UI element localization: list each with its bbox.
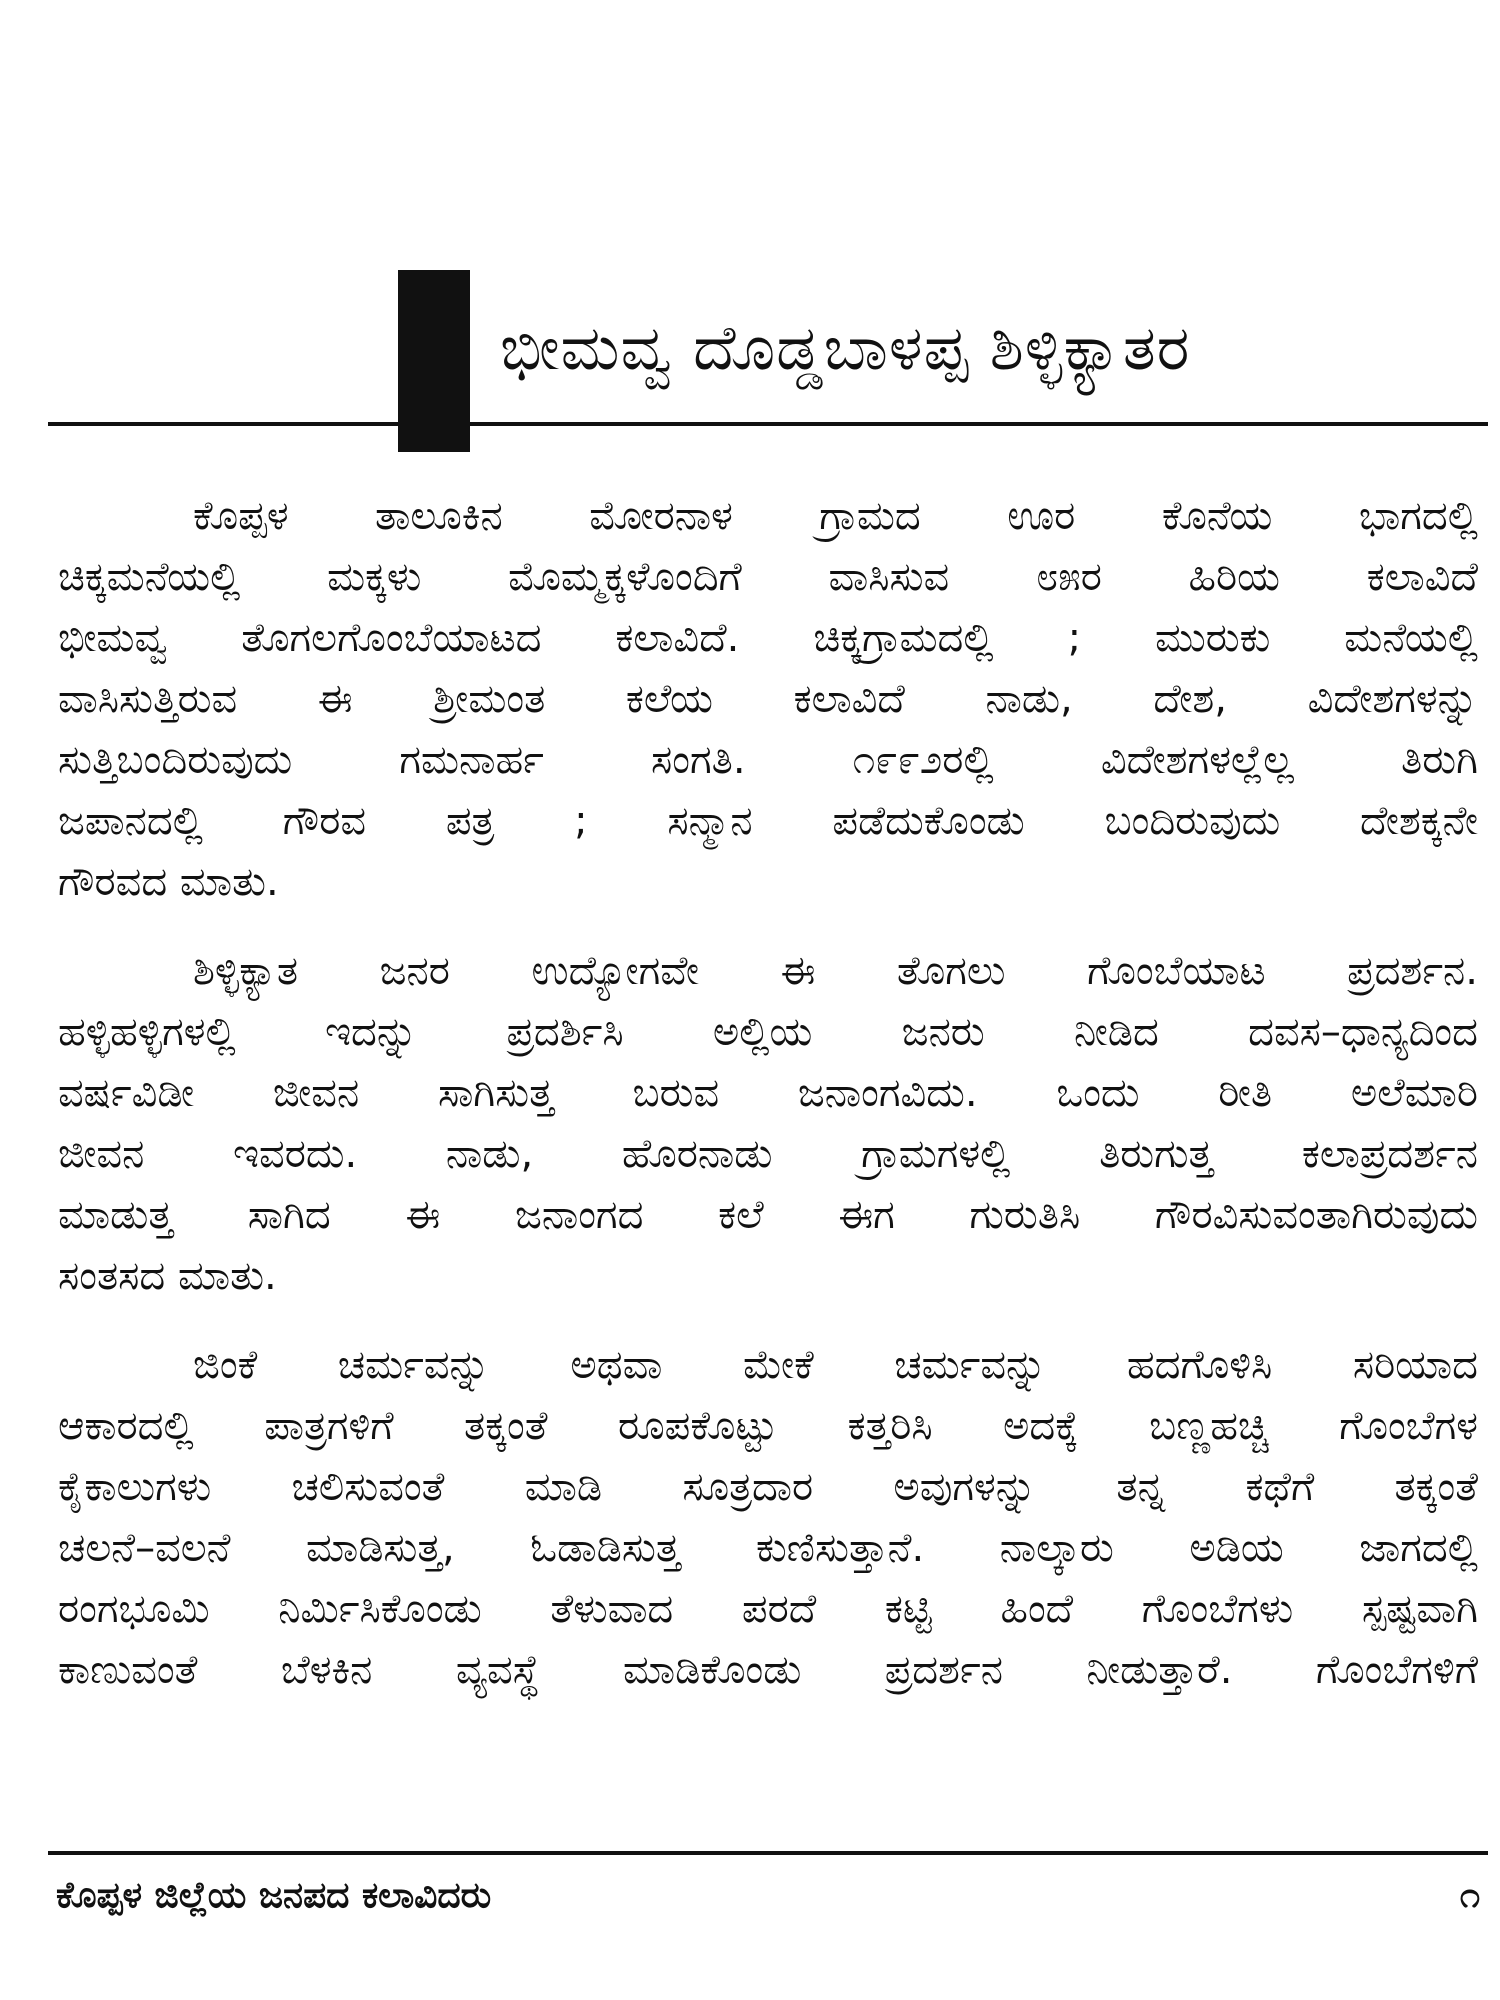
body-text: [58, 486, 1478, 1729]
text-line: ಕೈಕಾಲುಗಳು ಚಲಿಸುವಂತೆ ಮಾಡಿ ಸೂತ್ರದಾರ ಅವುಗಳನ್ನು ತನ್ನ ಕಥೆಗೆ ತಕ್ಕಂತೆ: [58, 1464, 1478, 1510]
text-line: ಹಳ್ಳಿಹಳ್ಳಿಗಳಲ್ಲಿ ಇದನ್ನು ಪ್ರದರ್ಶಿಸಿ ಅಲ್ಲಿಯ ಜನರು ನೀಡಿದ ದವಸ–ಧಾನ್ಯದಿಂದ: [58, 1009, 1478, 1055]
text-line: ಗೌರವದ ಮಾತು.: [58, 859, 279, 905]
paragraph-1: [58, 486, 1478, 913]
text-line: ಶಿಳ್ಳಿಕ್ಯಾತ ಜನರ ಉದ್ಯೋಗವೇ ಈ ತೊಗಲು ಗೊಂಬೆಯಾಟ ಪ್ರದರ್ಶನ.: [193, 948, 1478, 994]
text-line: ಜಿಂಕೆ ಚರ್ಮವನ್ನು ಅಥವಾ ಮೇಕೆ ಚರ್ಮವನ್ನು ಹದಗೊಳಿಸಿ ಸರಿಯಾದ: [193, 1342, 1478, 1388]
text-line: ಜೀವನ ಇವರದು. ನಾಡು, ಹೊರನಾಡು ಗ್ರಾಮಗಳಲ್ಲಿ ತಿರುಗುತ್ತ ಕಲಾಪ್ರದರ್ಶನ: [58, 1131, 1478, 1177]
text-line: ಚಲನೆ–ವಲನೆ ಮಾಡಿಸುತ್ತ, ಓಡಾಡಿಸುತ್ತ ಕುಣಿಸುತ್ತಾನೆ. ನಾಲ್ಕಾರು ಅಡಿಯ ಜಾಗದಲ್ಲಿ: [58, 1525, 1478, 1571]
text-line: ಭೀಮವ್ವ ತೊಗಲಗೊಂಬೆಯಾಟದ ಕಲಾವಿದೆ. ಚಿಕ್ಕಗ್ರಾಮದಲ್ಲಿ ; ಮುರುಕು ಮನೆಯಲ್ಲಿ: [58, 615, 1478, 661]
text-line: ವರ್ಷವಿಡೀ ಜೀವನ ಸಾಗಿಸುತ್ತ ಬರುವ ಜನಾಂಗವಿದು. ಒಂದು ರೀತಿ ಅಲೆಮಾರಿ: [58, 1070, 1478, 1116]
page-title: ಭೀಮವ್ವ ದೊಡ್ಡಬಾಳಪ್ಪ ಶಿಳ್ಳಿಕ್ಯಾತರ: [500, 311, 1191, 384]
paragraph-3: [58, 1335, 1478, 1701]
text-line: ಮಾಡುತ್ತ ಸಾಗಿದ ಈ ಜನಾಂಗದ ಕಲೆ ಈಗ ಗುರುತಿಸಿ ಗೌರವಿಸುವಂತಾಗಿರುವುದು: [58, 1192, 1478, 1238]
page-number: ೧: [1459, 1875, 1480, 1916]
text-line: ಸಂತಸದ ಮಾತು.: [58, 1253, 277, 1299]
paragraph-2: [58, 941, 1478, 1307]
text-line: ವಾಸಿಸುತ್ತಿರುವ ಈ ಶ್ರೀಮಂತ ಕಲೆಯ ಕಲಾವಿದೆ ನಾಡು, ದೇಶ, ವಿದೇಶಗಳನ್ನು: [58, 676, 1478, 722]
text-line: ಆಕಾರದಲ್ಲಿ ಪಾತ್ರಗಳಿಗೆ ತಕ್ಕಂತೆ ರೂಪಕೊಟ್ಟು ಕತ್ತರಿಸಿ ಅದಕ್ಕೆ ಬಣ್ಣಹಚ್ಚಿ ಗೊಂಬೆಗಳ: [58, 1403, 1478, 1449]
text-line: ಚಿಕ್ಕಮನೆಯಲ್ಲಿ ಮಕ್ಕಳು ಮೊಮ್ಮಕ್ಕಳೊಂದಿಗೆ ವಾಸಿಸುವ ೮೫ರ ಹಿರಿಯ ಕಲಾವಿದೆ: [58, 554, 1478, 600]
footer-rule: [48, 1851, 1488, 1855]
text-line: ರಂಗಭೂಮಿ ನಿರ್ಮಿಸಿಕೊಂಡು ತೆಳುವಾದ ಪರದೆ ಕಟ್ಟಿ ಹಿಂದೆ ಗೊಂಬೆಗಳು ಸ್ಪಷ್ಟವಾಗಿ: [58, 1586, 1478, 1632]
text-line: ಜಪಾನದಲ್ಲಿ ಗೌರವ ಪತ್ರ ; ಸನ್ಮಾನ ಪಡೆದುಕೊಂಡು ಬಂದಿರುವುದು ದೇಶಕ್ಕನೇ: [58, 798, 1478, 844]
footer-book-title: ಕೊಪ್ಪಳ ಜಿಲ್ಲೆಯ ಜನಪದ ಕಲಾವಿದರು: [56, 1875, 492, 1916]
title-underline: [48, 422, 1488, 426]
text-line: ಸುತ್ತಿಬಂದಿರುವುದು ಗಮನಾರ್ಹ ಸಂಗತಿ. ೧೯೯೨ರಲ್ಲಿ ವಿದೇಶಗಳಲ್ಲೆಲ್ಲ ತಿರುಗಿ: [58, 737, 1478, 783]
text-line: ಕಾಣುವಂತೆ ಬೆಳಕಿನ ವ್ಯವಸ್ಥೆ ಮಾಡಿಕೊಂಡು ಪ್ರದರ್ಶನ ನೀಡುತ್ತಾರೆ. ಗೊಂಬೆಗಳಿಗೆ: [58, 1647, 1478, 1693]
text-line: ಕೊಪ್ಪಳ ತಾಲೂಕಿನ ಮೋರನಾಳ ಗ್ರಾಮದ ಊರ ಕೊನೆಯ ಭಾಗದಲ್ಲಿ: [193, 493, 1478, 539]
